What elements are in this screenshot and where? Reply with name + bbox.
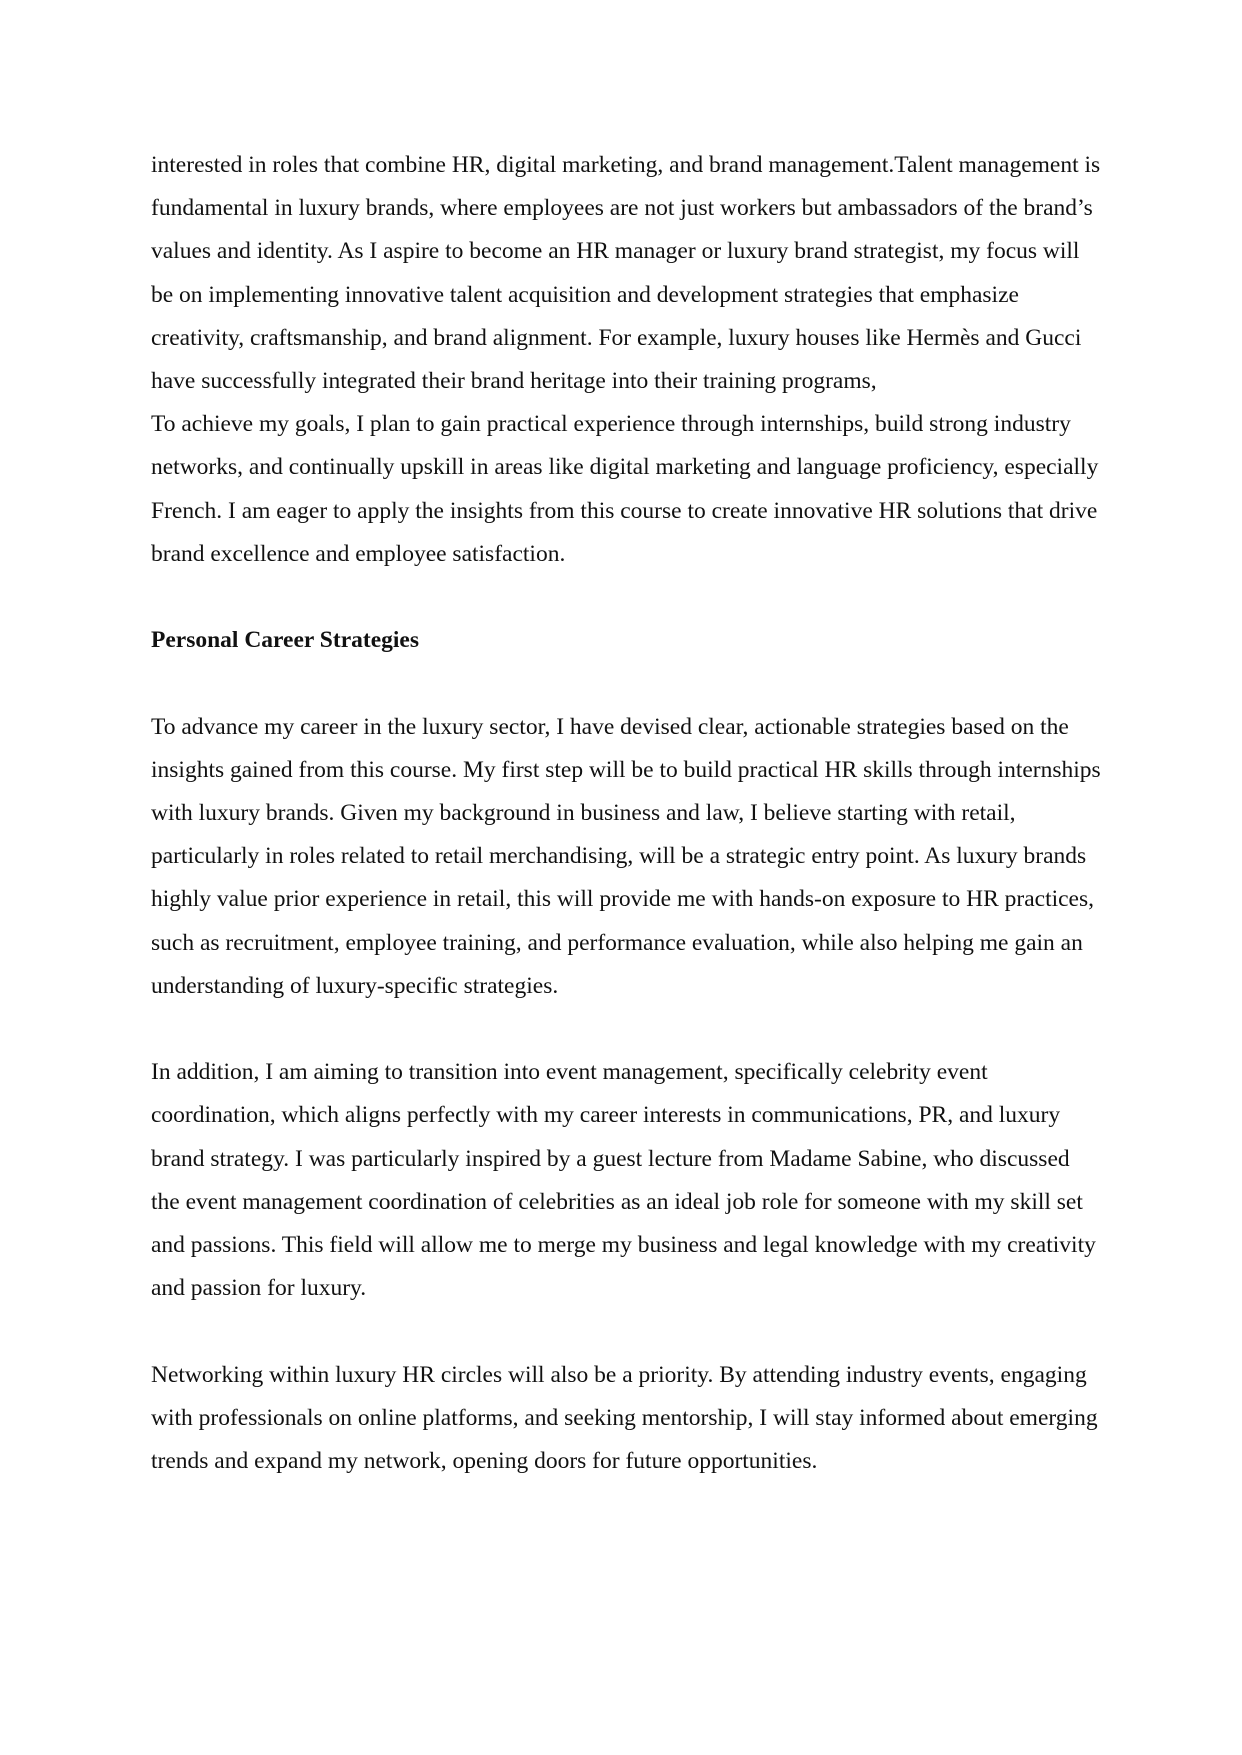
paragraph-event-management: In addition, I am aiming to transition into event management, specifically celebrity event coordination, which aligns perfectly with my career interests in communications, PR, and luxury brand strategy. I was particularly inspired by a guest lecture from Madame Sabine, who discussed the event management coordination of celebrities as an ideal job role for someone with my skill set and passions. This field will allow me to merge my business and legal knowledge with my creativity and passion for luxury. [151,1059,1096,1302]
paragraph-spacer [151,662,1101,705]
paragraph-networking: Networking within luxury HR circles will also be a priority. By attending industry events, engaging with professionals on online platforms, and seeking mentorship, I will stay informed about emerging trends and expand my network, opening doors for future opportunities. [151,1361,1098,1475]
paragraph-achieve-goals: To achieve my goals, I plan to gain practical experience through internships, build strong industry networks, and continually upskill in areas like digital marketing and language proficiency, especially French. I am eager to apply the insights from this course to create innovative HR solutions that drive brand excellence and employee satisfaction. [151,411,1099,567]
paragraph-advance-career: To advance my career in the luxury sector, I have devised clear, actionable strategies based on the insights gained from this course. My first step will be to build practical HR skills through internships with luxury brands. Given my background in business and law, I believe starting with retail, particularly in roles related to retail merchandising, will be a strategic entry point. As luxury brands highly value prior experience in retail, this will provide me with hands-on exposure to HR practices, such as recruitment, employee training, and performance evaluation, while also helping me gain an understanding of luxury-specific strategies. [151,713,1101,999]
paragraph-spacer [151,1008,1101,1051]
paragraph-spacer [151,576,1101,619]
section-heading: Personal Career Strategies [151,627,419,654]
document-body [151,144,1101,1483]
paragraph-talent-management: interested in roles that combine HR, digital marketing, and brand management.Talent management is fundamental in luxury brands, where employees are not just workers but ambassadors of the brand’s values and identity. As I aspire to become an HR manager or luxury brand strategist, my focus will be on implementing innovative talent acquisition and development strategies that emphasize creativity, craftsmanship, and brand alignment. For example, luxury houses like Hermès and Gucci have successfully integrated their brand heritage into their training programs, [151,152,1101,395]
paragraph-spacer [151,1310,1101,1353]
